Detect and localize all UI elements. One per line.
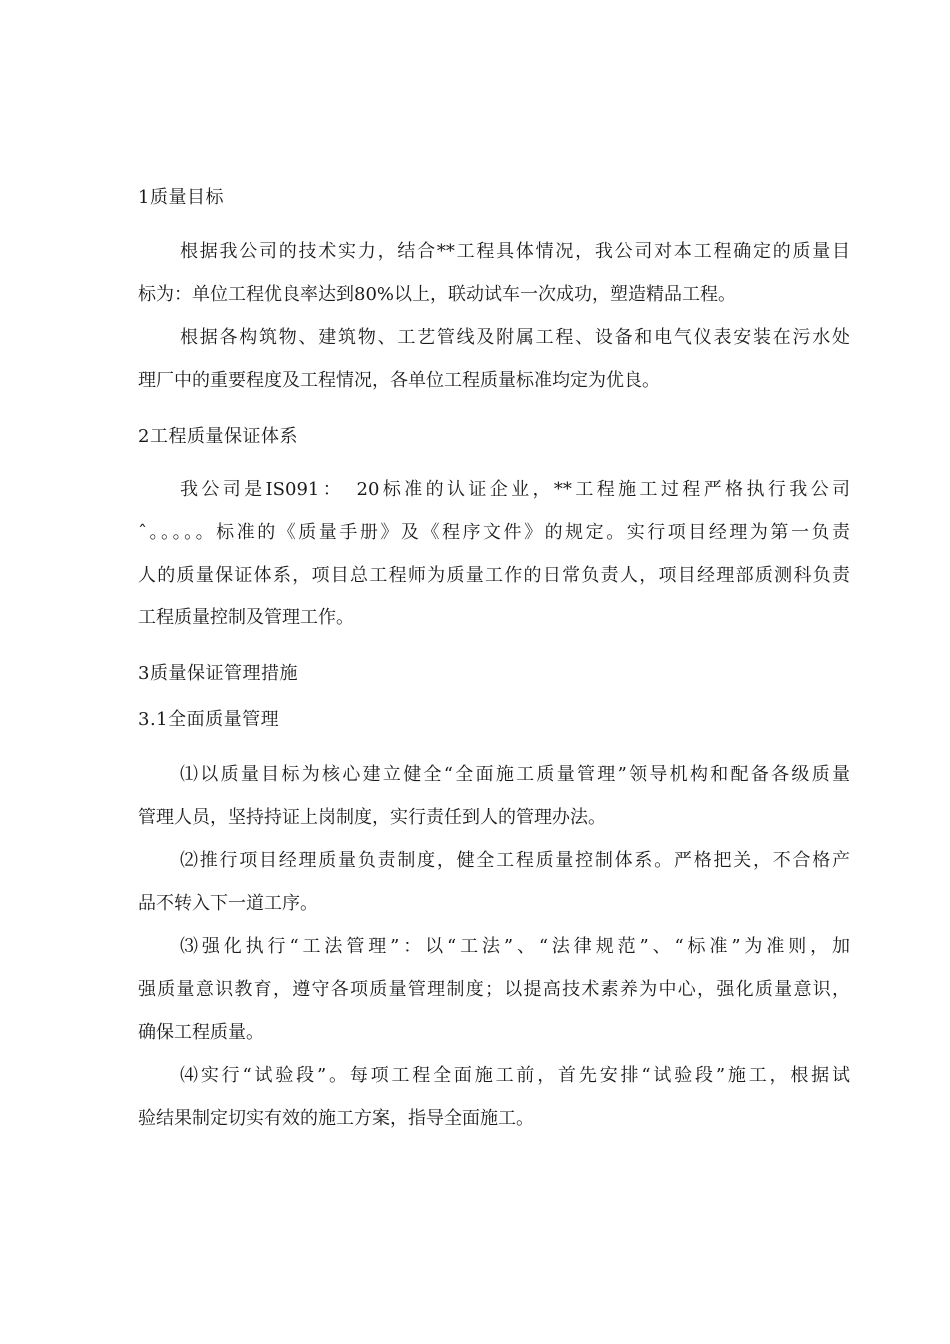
paragraph-line: 验结果制定切实有效的施工方案，指导全面施工。 — [138, 1108, 534, 1129]
paragraph-line: 人的质量保证体系，项目总工程师为质量工作的日常负责人，项目经理部质测科负责 — [138, 565, 850, 586]
paragraph-line: ˆ。。。。。标准的《质量手册》及《程序文件》的规定。实行项目经理为第一负责 — [138, 522, 850, 543]
subsection-3-1-heading: 3.1全面质量管理 — [138, 709, 280, 730]
paragraph-line: 根据各构筑物、建筑物、工艺管线及附属工程、设备和电气仪表安装在污水处 — [180, 327, 850, 348]
paragraph-line: ⑵推行项目经理质量负责制度，健全工程质量控制体系。严格把关，不合格产 — [180, 850, 850, 871]
paragraph-line: ⑷实行“试验段”。每项工程全面施工前，首先安排“试验段”施工，根据试 — [180, 1065, 850, 1086]
paragraph-line: 根据我公司的技术实力，结合**工程具体情况，我公司对本工程确定的质量目 — [180, 241, 850, 262]
section-1-heading: 1质量目标 — [138, 187, 224, 208]
paragraph-line: 品不转入下一道工序。 — [138, 893, 318, 914]
paragraph-line: 工程质量控制及管理工作。 — [138, 607, 354, 628]
section-3-heading: 3质量保证管理措施 — [138, 663, 298, 684]
paragraph-line: 确保工程质量。 — [138, 1022, 264, 1043]
paragraph-line: ⑴以质量目标为核心建立健全“全面施工质量管理”领导机构和配备各级质量 — [180, 764, 850, 785]
paragraph-line: 理厂中的重要程度及工程情况，各单位工程质量标准均定为优良。 — [138, 370, 660, 391]
paragraph-line: 强质量意识教育，遵守各项质量管理制度；以提高技术素养为中心，强化质量意识， — [138, 979, 850, 1000]
paragraph-line: 标为：单位工程优良率达到80%以上，联动试车一次成功，塑造精品工程。 — [138, 284, 737, 305]
paragraph-line: 我公司是IS091： 20标准的认证企业，**工程施工过程严格执行我公司 — [180, 479, 850, 500]
paragraph-line: ⑶强化执行“工法管理”：以“工法”、“法律规范”、“标准”为准则，加 — [180, 936, 850, 957]
paragraph-line: 管理人员，坚持持证上岗制度，实行责任到人的管理办法。 — [138, 807, 606, 828]
section-2-heading: 2工程质量保证体系 — [138, 426, 298, 447]
